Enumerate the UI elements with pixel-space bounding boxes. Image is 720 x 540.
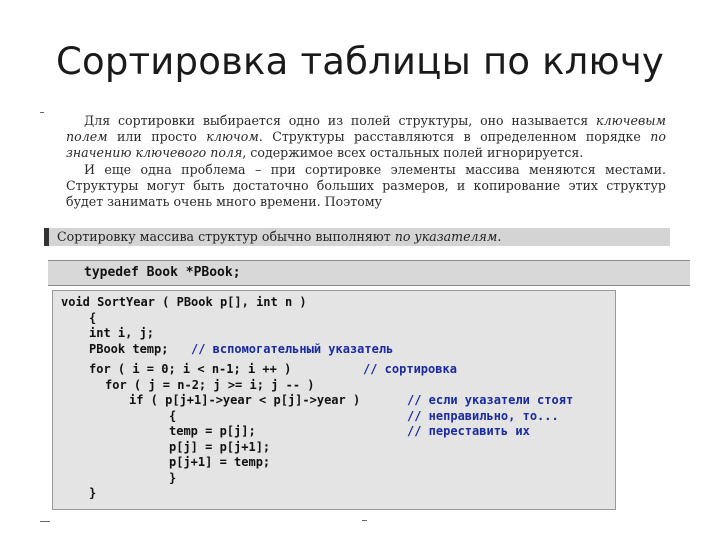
code-line bbox=[61, 378, 615, 394]
paragraph-1-text-d: , содержимое всех остальных полей игнорируется. bbox=[242, 145, 584, 161]
paragraph-1-text-b: или просто bbox=[107, 129, 207, 145]
code-text: void SortYear ( PBook p[], int n ) bbox=[61, 295, 307, 309]
typedef-code-bar: typedef Book *PBook; bbox=[48, 260, 690, 286]
code-comment: // неправильно, то... bbox=[407, 408, 559, 423]
code-line bbox=[61, 455, 615, 471]
note-end: . bbox=[497, 229, 502, 244]
code-line bbox=[61, 486, 615, 502]
note-text: Сортировку массива структур обычно выполняют bbox=[57, 229, 395, 244]
term-key: ключом bbox=[206, 129, 259, 145]
code-line bbox=[61, 342, 615, 358]
bullet-mark bbox=[40, 112, 44, 113]
code-line bbox=[61, 326, 615, 342]
paragraph-1 bbox=[66, 113, 666, 162]
code-text: PBook temp; bbox=[89, 341, 169, 356]
code-line bbox=[61, 393, 615, 409]
code-text: p[j] = p[j+1]; bbox=[169, 439, 271, 454]
note-term: по указателям bbox=[394, 229, 498, 244]
code-text: if ( p[j+1]->year < p[j]->year ) bbox=[129, 393, 361, 407]
term-key-value: по значению ключевого поля bbox=[66, 129, 666, 161]
code-comment: // сортировка bbox=[363, 362, 457, 376]
code-line bbox=[61, 440, 615, 456]
code-text: { bbox=[169, 408, 177, 423]
code-line bbox=[61, 362, 615, 378]
code-line bbox=[61, 409, 615, 425]
paragraph-1-text-a: Для сортировки выбирается одно из полей структуры, оно называется bbox=[84, 113, 597, 128]
code-comment: // вспомогательный указатель bbox=[191, 341, 394, 356]
code-text: } bbox=[169, 470, 177, 485]
paragraph-1-text-c: . Структуры расставляются в определенном порядке bbox=[258, 129, 651, 145]
code-text: { bbox=[89, 310, 97, 325]
paragraph-block bbox=[66, 113, 666, 210]
code-line bbox=[61, 295, 615, 311]
code-line bbox=[61, 471, 615, 487]
code-text: for ( i = 0; i < n-1; i ++ ) bbox=[89, 362, 292, 376]
code-text: for ( j = n-2; j >= i; j -- ) bbox=[105, 377, 315, 392]
footer-mark-left bbox=[40, 521, 50, 522]
code-line bbox=[61, 311, 615, 327]
code-comment: // если указатели стоят bbox=[407, 393, 574, 407]
slide-title: Сортировка таблицы по ключу bbox=[55, 40, 665, 83]
code-text: int i, j; bbox=[89, 326, 155, 340]
code-comment: // переставить их bbox=[407, 424, 530, 438]
code-line bbox=[61, 424, 615, 440]
footer-mark-right bbox=[362, 520, 367, 521]
code-text: temp = p[j]; bbox=[169, 424, 256, 438]
code-text: p[j+1] = temp; bbox=[169, 455, 271, 469]
code-text: } bbox=[89, 486, 97, 500]
note-bar bbox=[44, 228, 670, 246]
code-block bbox=[52, 290, 616, 510]
term-key-field: ключевым полем bbox=[66, 113, 666, 145]
paragraph-2: И еще одна проблема – при сортировке элементы массива меняются местами. Структуры могут быть достаточно больших размеров, и копирование этих структур будет занимать очень много времени. Поэтому bbox=[66, 161, 666, 210]
